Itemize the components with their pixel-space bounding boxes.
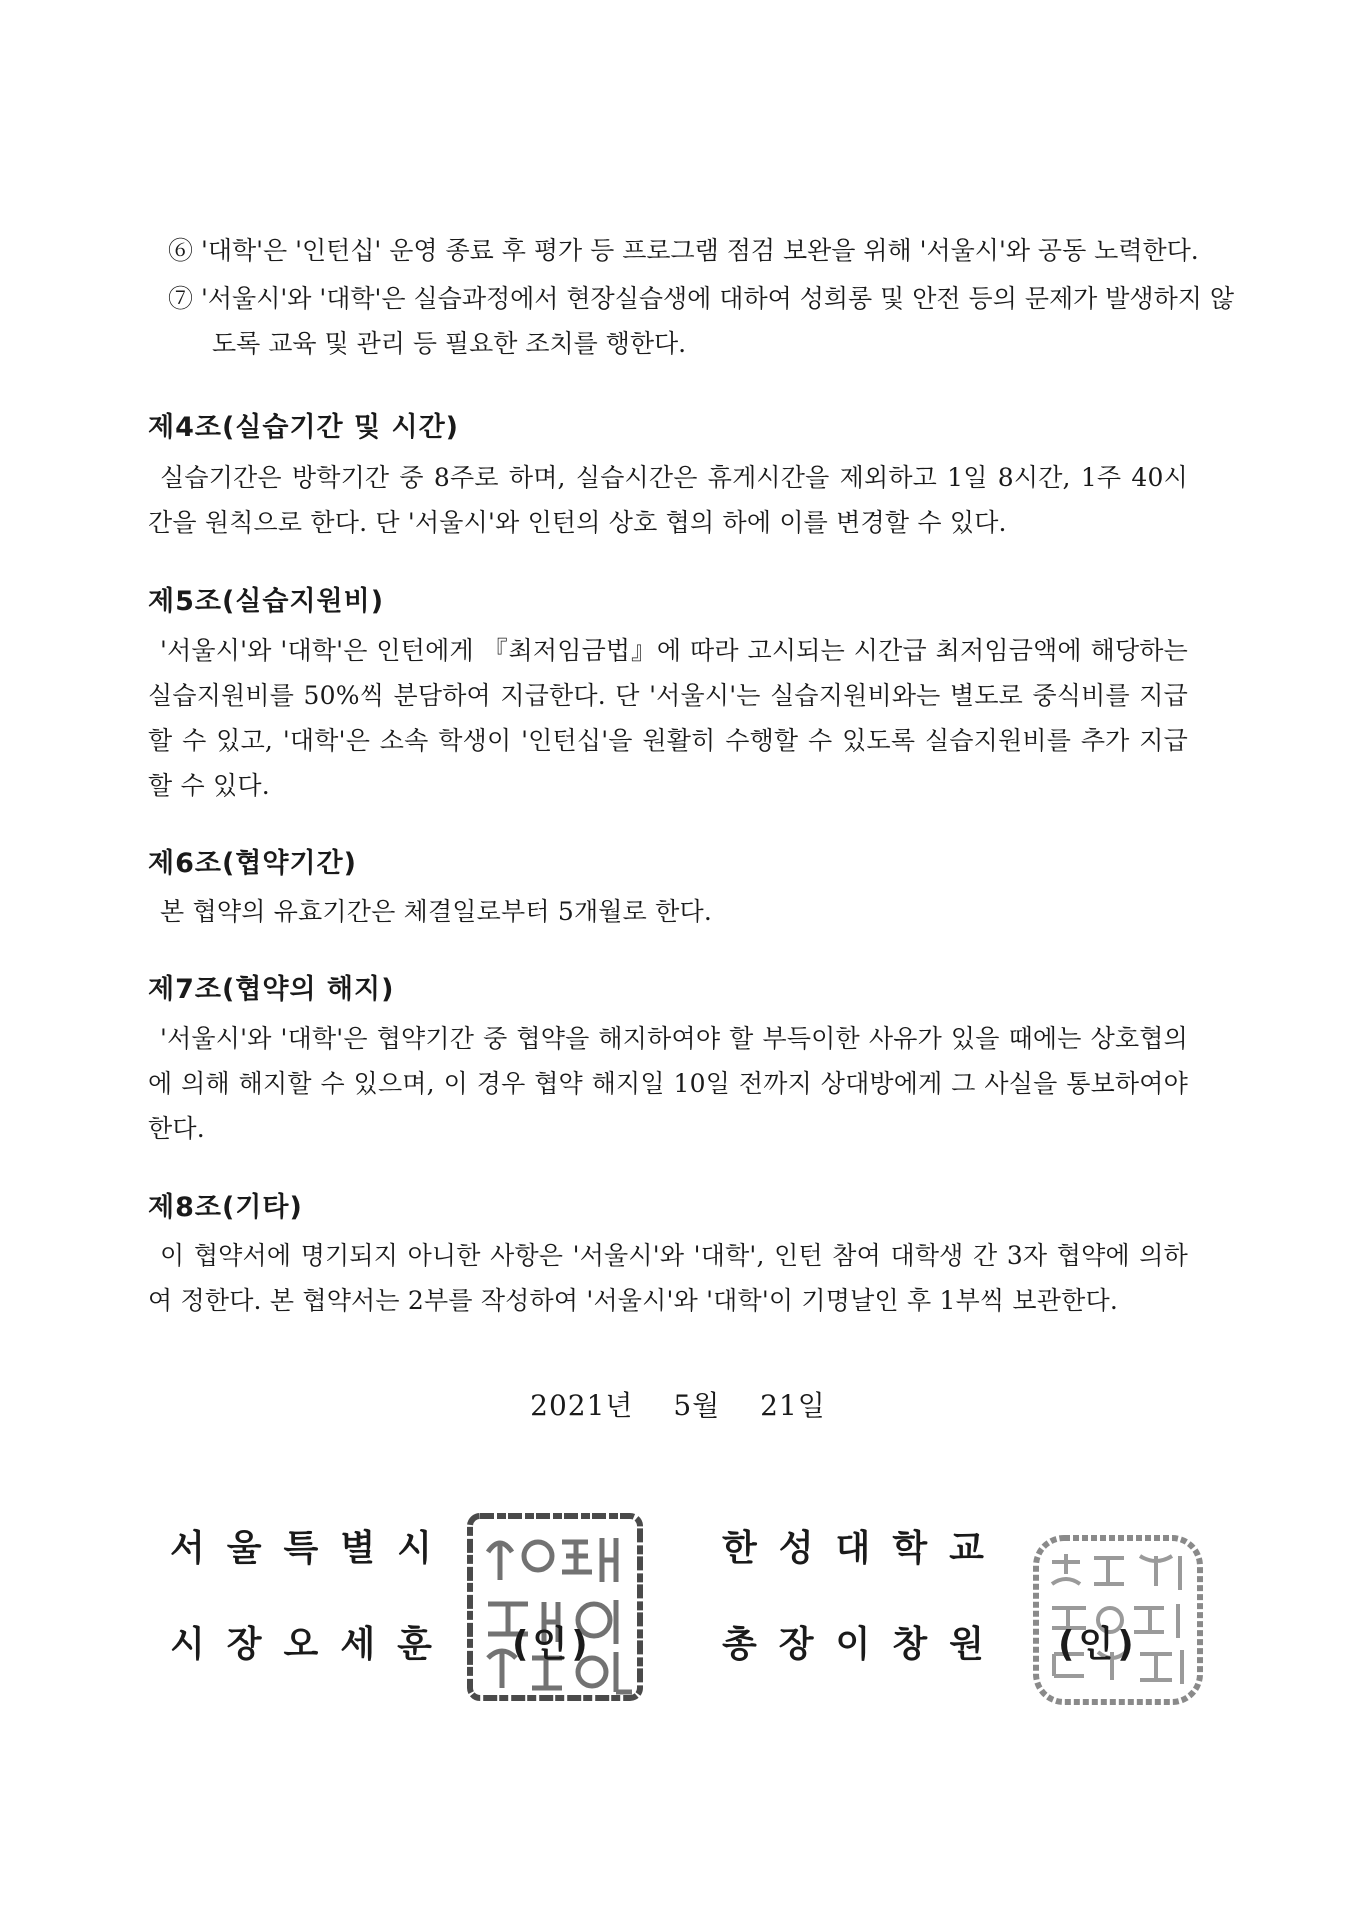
- left-party-signatory: 시장오세훈: [170, 1624, 454, 1665]
- article-4-body: 실습기간은 방학기간 중 8주로 하며, 실습시간은 휴게시간을 제외하고 1일 8시간, 1주 40시간을 원칙으로 한다. 단 '서울시'와 인턴의 상호 협의 하에 이를 변경할 수 있다.: [148, 463, 1188, 537]
- clause-7-text: '서울시'와 '대학'은 실습과정에서 현장실습생에 대하여 성희롱 및 안전 등의 문제가 발생하지 않도록 교육 및 관리 등 필요한 조치를 행한다.: [201, 284, 1234, 358]
- clause-6-number: ⑥: [168, 236, 194, 265]
- left-party-organization: 서울특별시: [170, 1528, 454, 1569]
- clause-6: [168, 228, 1234, 273]
- right-party-organization: 한성대학교: [722, 1528, 1006, 1569]
- clause-7-number: ⑦: [168, 284, 194, 313]
- right-party-signatory: 총장이창원: [722, 1624, 1006, 1665]
- article-6-title: 제6조(협약기간): [148, 848, 357, 879]
- article-5-body: '서울시'와 '대학'은 인턴에게 『최저임금법』에 따라 고시되는 시간급 최저임금액에 해당하는 실습지원비를 50%씩 분담하여 지급한다. 단 '서울시'는 실습지원비와는 별도로 중식비를 지급할 수 있고, '대학'은 소속 학생이 '인턴십'을 원활히 수행할 수 있도록 실습지원비를 추가 지급할 수 있다.: [148, 636, 1188, 800]
- signing-date: 2021년 5월 21일: [530, 1389, 826, 1422]
- article-8-body: 이 협약서에 명기되지 아니한 사항은 '서울시'와 '대학', 인턴 참여 대학생 간 3자 협약에 의하여 정한다. 본 협약서는 2부를 작성하여 '서울시'와 '대학'이 기명날인 후 1부씩 보관한다.: [148, 1241, 1188, 1315]
- right-seal-mark: (인): [1058, 1624, 1138, 1665]
- article-7-body: '서울시'와 '대학'은 협약기간 중 협약을 해지하여야 할 부득이한 사유가 있을 때에는 상호협의에 의해 해지할 수 있으며, 이 경우 협약 해지일 10일 전까지 상대방에게 그 사실을 통보하여야 한다.: [148, 1024, 1188, 1143]
- article-8-title: 제8조(기타): [148, 1192, 303, 1223]
- left-seal-mark: (인): [512, 1624, 592, 1665]
- article-4-title: 제4조(실습기간 및 시간): [148, 412, 460, 443]
- seoul-official-seal: [466, 1512, 644, 1702]
- article-6-body: 본 협약의 유효기간은 체결일로부터 5개월로 한다.: [160, 897, 712, 926]
- clause-7: [168, 276, 1234, 366]
- article-7-title: 제7조(협약의 해지): [148, 974, 395, 1005]
- clause-6-text: '대학'은 '인턴십' 운영 종료 후 평가 등 프로그램 점검 보완을 위해 '서울시'와 공동 노력한다.: [200, 236, 1199, 265]
- seoul-seal-graphic: [466, 1512, 644, 1702]
- article-5-title: 제5조(실습지원비): [148, 586, 385, 617]
